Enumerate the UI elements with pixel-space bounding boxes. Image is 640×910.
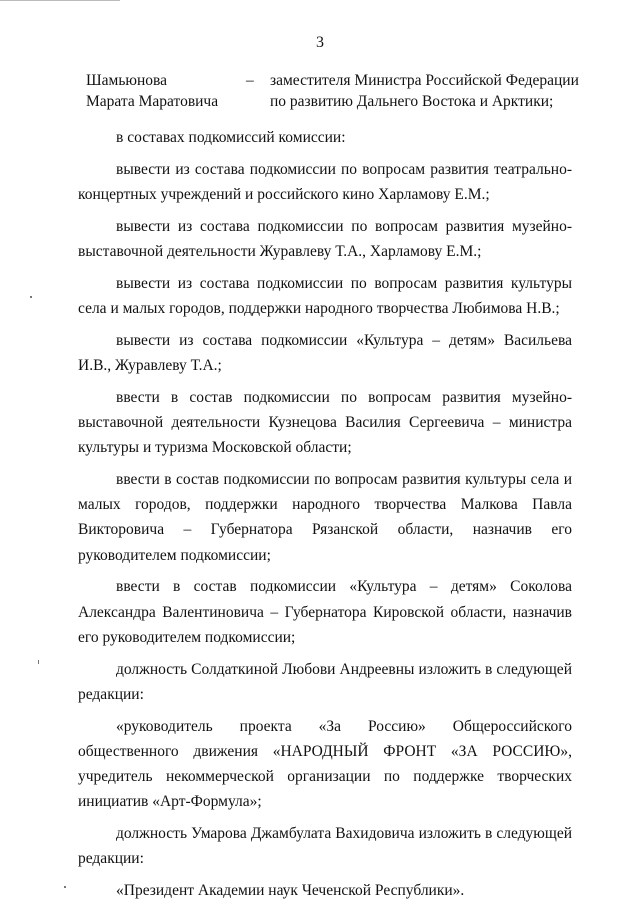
page-number: 3 xyxy=(316,34,324,51)
person-name-line-2: Марата Маратовича xyxy=(86,93,219,110)
paragraph: «руководитель проекта «За Россию» Общероссийского общественного движения «НАРОДНЫЙ ФРОНТ «ЗА РОССИЮ», учредитель некоммерческой организации по поддержке творческих инициатив «Арт-Формула»; xyxy=(78,717,572,811)
person-dash: – xyxy=(246,72,254,89)
person-name-line-1: Шамьюнова xyxy=(86,72,168,89)
paragraph: ввести в состав подкомиссии по вопросам развития культуры села и малых городов, поддержки народного творчества Малкова Павла Викторовича – Губернатора Рязанской области, назначив его руководителем подкомиссии; xyxy=(78,471,572,564)
person-role xyxy=(270,70,590,112)
scan-artifact-top xyxy=(0,0,120,1)
paragraph: вывести из состава подкомиссии по вопросам развития музейно-выставочной деятельности Журавлеву Т.А., Харламову Е.М.; xyxy=(78,217,572,260)
paragraph: вывести из состава подкомиссии «Культура – детям» Васильева И.В., Журавлеву Т.А.; xyxy=(78,331,572,374)
document-body xyxy=(78,125,572,910)
paragraph: вывести из состава подкомиссии по вопросам развития культуры села и малых городов, поддержки народного творчества Любимова Н.В.; xyxy=(78,274,572,317)
paragraph: «Президент Академии наук Чеченской Республики». xyxy=(116,882,465,900)
scan-artifact-left-2 xyxy=(38,660,39,664)
person-role-line-2: по развитию Дальнего Востока и Арктики; xyxy=(270,93,554,110)
person-name xyxy=(86,70,236,112)
paragraph: должность Солдаткиной Любови Андреевны изложить в следующей редакции: xyxy=(78,660,572,703)
paragraph: ввести в состав подкомиссии по вопросам развития музейно-выставочной деятельности Кузнецова Василия Сергеевича – министра культуры и туризма Московской области; xyxy=(78,388,572,457)
scan-artifact-left-3 xyxy=(64,886,66,888)
paragraph: в составах подкомиссий комиссии: xyxy=(116,129,346,146)
paragraph: вывести из состава подкомиссии по вопросам развития театрально-концертных учреждений и российского кино Харламову Е.М.; xyxy=(78,160,572,203)
scan-artifact-left-1 xyxy=(30,296,32,298)
person-role-line-1: заместителя Министра Российской Федерации xyxy=(270,72,579,89)
paragraph: должность Умарова Джамбулата Вахидовича изложить в следующей редакции: xyxy=(78,825,572,868)
paragraph: ввести в состав подкомиссии «Культура – детям» Соколова Александра Валентиновича – Губернатора Кировской области, назначив его руководителем подкомиссии; xyxy=(78,578,572,646)
